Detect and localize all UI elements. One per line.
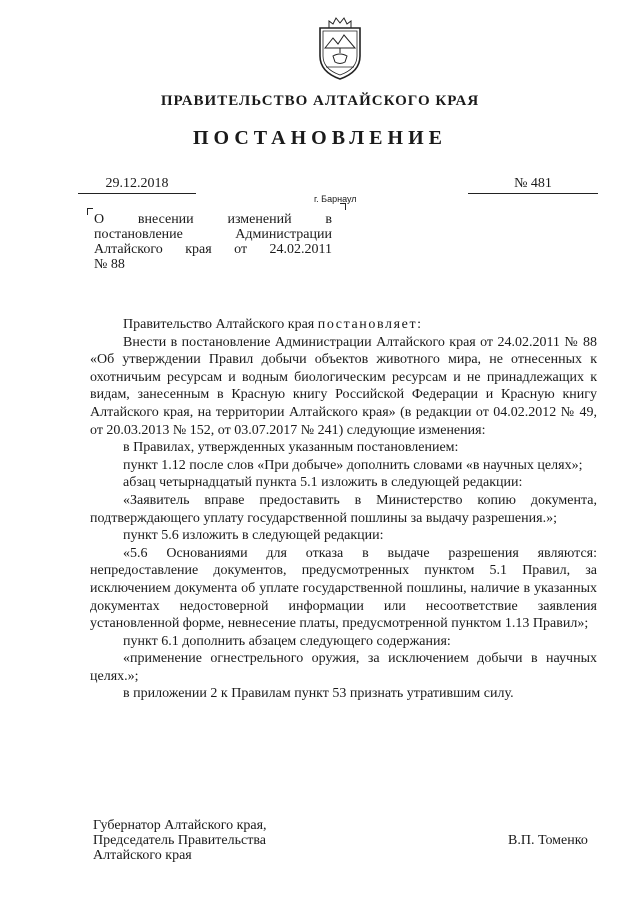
decree-date: 29.12.2018 — [78, 176, 196, 194]
body-paragraph: в приложении 2 к Правилам пункт 53 признать утратившим силу. — [123, 686, 514, 702]
body-paragraph: в Правилах, утвержденных указанным постановлением: — [123, 440, 459, 456]
position-line: Алтайского края — [93, 848, 192, 863]
subject-line: постановление Администрации — [94, 227, 332, 242]
position-line: Губернатор Алтайского края, — [93, 818, 267, 833]
body-paragraph: пункт 1.12 после слов «При добыче» дополнить словами «в научных целях»; — [123, 457, 583, 473]
decree-body — [90, 316, 597, 703]
decree-subject — [94, 212, 332, 272]
subject-line: Алтайского края от 24.02.2011 — [94, 242, 332, 257]
body-paragraph: пункт 5.6 изложить в следующей редакции: — [123, 528, 384, 544]
subject-bracket-left — [87, 208, 93, 215]
body-paragraph: «Заявитель вправе предоставить в Министерство копию документа, подтверждающего уплату государственной пошлины за выдачу разрешения.»; — [90, 492, 597, 526]
position-line: Председатель Правительства — [93, 833, 266, 848]
subject-line: О внесении изменений в — [94, 212, 332, 227]
body-paragraph: пункт 6.1 дополнить абзацем следующего содержания: — [123, 633, 451, 649]
signatory-position — [93, 818, 267, 863]
coat-of-arms-emblem — [311, 12, 369, 82]
body-paragraph: абзац четырнадцатый пункта 5.1 изложить в следующей редакции: — [123, 475, 523, 491]
body-paragraph: Внести в постановление Администрации Алтайского края от 24.02.2011 № 88 «Об утверждении Правил добычи объектов животного мира, не отнесенных к охотничьим ресурсам и водным биологическим ресурсам и не принадлежащих к видам, занесенным в Красную книгу Российской Федерации и Красную книгу Алтайского края, на территории Алтайского края» (в редакции от 04.02.2012 № 49, от 20.03.2013 № 152, от 03.07.2017 № 241) следующие изменения: — [90, 334, 597, 438]
subject-line: № 88 — [94, 257, 125, 272]
subject-bracket-right — [340, 203, 346, 210]
city-label: г. Барнаул — [314, 194, 357, 204]
body-paragraph: «применение огнестрельного оружия, за исключением добычи в научных целях.»; — [90, 651, 597, 684]
document-type: ПОСТАНОВЛЕНИЕ — [193, 127, 447, 149]
enacting-clause — [90, 316, 597, 334]
government-name: ПРАВИТЕЛЬСТВО АЛТАЙСКОГО КРАЯ — [160, 93, 480, 109]
signatory-name: В.П. Томенко — [508, 833, 588, 848]
enacting-word: постановляет: — [317, 317, 423, 332]
body-paragraph: «5.6 Основаниями для отказа в выдаче разрешения являются: непредоставление документов, предусмотренных пунктом 5.1 Правил, за исключением документа об уплате государственной пошлины, наличие в указанных документах недостоверной информации или несоответствие заявления установленной форме, невнесение платы, предусмотренной пунктом 1.13 Правил»; — [90, 545, 597, 632]
decree-number: № 481 — [468, 176, 598, 194]
enacting-lead: Правительство Алтайского края — [123, 317, 318, 332]
